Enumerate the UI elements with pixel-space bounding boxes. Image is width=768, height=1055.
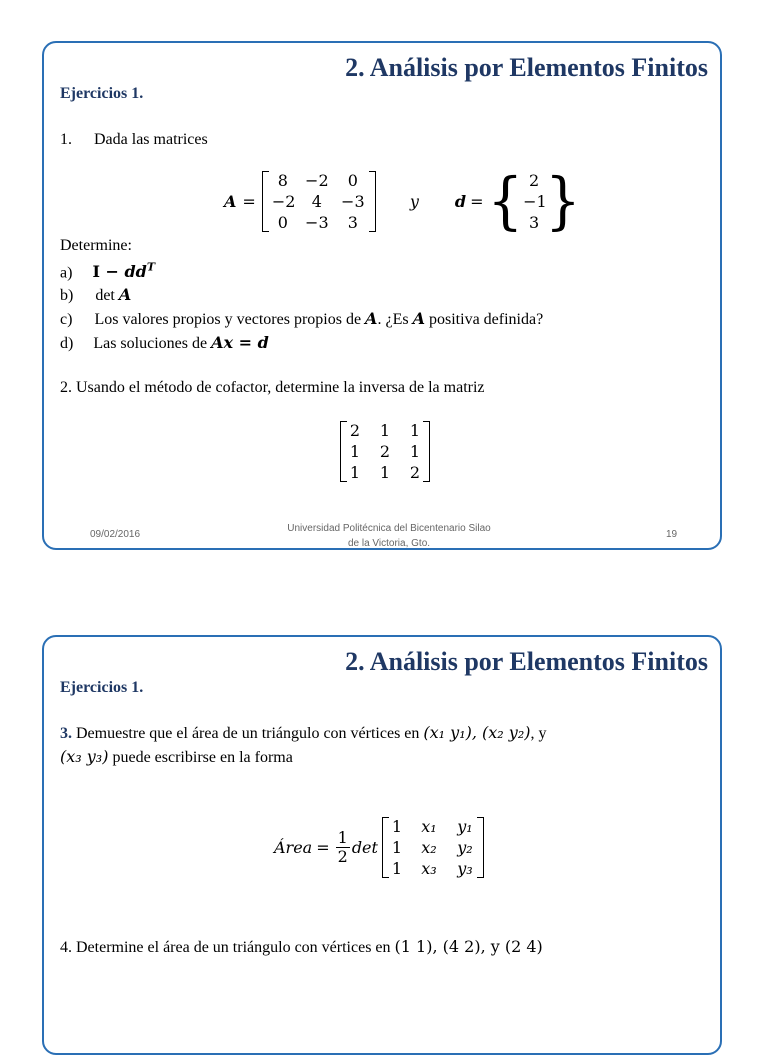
matrix-b (340, 421, 430, 482)
matrix-cell: 1 (349, 442, 361, 461)
question-number: 1. (60, 131, 72, 148)
item-math: $I - dd^T$ (92, 261, 156, 282)
matrix-cell: y₃ (457, 859, 473, 878)
equals-sign: = (242, 192, 256, 211)
matrix-cell: 1 (379, 421, 391, 440)
bracket-right (369, 171, 376, 232)
determine-label: Determine: (60, 237, 132, 254)
question-2: 2. Usando el método de cofactor, determine la inversa de la matriz (60, 379, 485, 396)
question-3-line-1 (60, 723, 547, 743)
item-label: d) (60, 335, 74, 352)
question-3-line-2 (60, 747, 293, 767)
matrix-cell: x₁ (421, 817, 437, 836)
item-math: A (412, 309, 425, 328)
slide-title: 2. Análisis por Elementos Finitos (345, 647, 708, 676)
vector-d-label: d (454, 192, 467, 211)
item-text: Los valores propios y vectores propios de (94, 311, 366, 328)
vertex-coordinates: (x₃ y₃) (60, 747, 109, 766)
question-text: puede escribirse en la forma (108, 749, 293, 766)
matrix-cell: −2 (271, 192, 296, 211)
question-4 (60, 937, 543, 957)
matrix-cell: x₃ (421, 859, 437, 878)
area-label: Área (274, 838, 313, 857)
slide-title: 2. Análisis por Elementos Finitos (345, 53, 708, 82)
matrix-a-equation (224, 165, 581, 237)
matrix-cell: x₂ (421, 838, 437, 857)
item-b (60, 285, 131, 305)
footer-institution (244, 521, 534, 551)
vector-d (523, 171, 545, 232)
matrix-cell: 8 (277, 171, 288, 190)
vector-cell: 2 (529, 171, 540, 190)
footer-date: 09/02/2016 (90, 529, 141, 540)
matrix-cell: 0 (277, 213, 288, 232)
matrix-a-label: A (224, 192, 237, 211)
item-text: Las soluciones de (93, 335, 212, 352)
bracket-right (477, 817, 484, 878)
item-math: A (118, 285, 132, 304)
vector-cell: 3 (529, 213, 540, 232)
item-text: positiva definida? (425, 311, 544, 328)
matrix-cell: 1 (379, 463, 391, 482)
bracket-left (382, 817, 389, 878)
matrix-c (389, 817, 477, 878)
item-math: A (365, 309, 378, 328)
fraction-denominator: 2 (337, 847, 348, 866)
item-text: . ¿Es (377, 311, 413, 328)
item-d (60, 333, 269, 353)
area-formula (274, 817, 484, 878)
item-label: b) (60, 287, 74, 304)
matrix-cell: −2 (305, 171, 329, 190)
item-c (60, 309, 543, 329)
matrix-b-grid (347, 421, 423, 482)
fraction-numerator: 1 (337, 828, 348, 848)
slide-subtitle: Ejercicios 1. (60, 85, 144, 102)
item-math: Ax = d (211, 333, 269, 352)
matrix-cell: y₁ (457, 817, 473, 836)
vertex-coordinates: (x₁ y₁), (x₂ y₂) (423, 723, 531, 742)
bracket-left (262, 171, 269, 232)
question-number: 3. (60, 725, 72, 742)
matrix-cell: 2 (349, 421, 361, 440)
footer-page-number: 19 (666, 529, 678, 540)
matrix-cell: 1 (391, 859, 403, 878)
matrix-cell: 1 (391, 838, 403, 857)
det-operator: det (351, 838, 378, 857)
item-a (60, 261, 155, 282)
matrix-cell: 1 (409, 442, 421, 461)
question-text: 4. Determine el área de un triángulo con vértices en (60, 939, 395, 956)
matrix-cell: y₂ (457, 838, 473, 857)
brace-right: } (545, 165, 581, 237)
matrix-cell: −3 (305, 213, 329, 232)
slide-2 (42, 635, 722, 1055)
question-text: Dada las matrices (94, 131, 208, 148)
matrix-cell: 2 (409, 463, 421, 482)
matrix-cell: 1 (349, 463, 361, 482)
matrix-cell: 4 (311, 192, 322, 211)
bracket-right (423, 421, 430, 482)
question-text: Demuestre que el área de un triángulo con vértices en (72, 725, 424, 742)
matrix-cell: 1 (391, 817, 403, 836)
vertex-coordinates: (1 1), (4 2), y (2 4) (394, 937, 543, 956)
matrix-cell: 1 (409, 421, 421, 440)
item-superscript: T (146, 261, 156, 274)
slide-1 (42, 41, 722, 550)
question-1 (60, 131, 208, 149)
slide-subtitle: Ejercicios 1. (60, 679, 144, 696)
bracket-left (340, 421, 347, 482)
matrix-cell: 3 (347, 213, 358, 232)
item-text: det (95, 287, 119, 304)
equals-sign: = (316, 838, 330, 857)
matrix-a (269, 171, 369, 232)
question-text: , y (530, 725, 547, 742)
footer-line: de la Victoria, Gto. (347, 538, 431, 549)
vector-cell: −1 (523, 192, 547, 211)
matrix-cell: 0 (347, 171, 358, 190)
fraction-one-half (336, 829, 350, 865)
equals-sign: = (470, 192, 484, 211)
conjunction-y: y (409, 192, 419, 211)
footer-line: Universidad Politécnica del Bicentenario Silao (287, 523, 491, 534)
matrix-cell: 2 (379, 442, 391, 461)
item-label: c) (60, 311, 73, 328)
matrix-cell: −3 (341, 192, 365, 211)
item-label: a) (60, 264, 73, 282)
brace-left: { (487, 165, 524, 237)
